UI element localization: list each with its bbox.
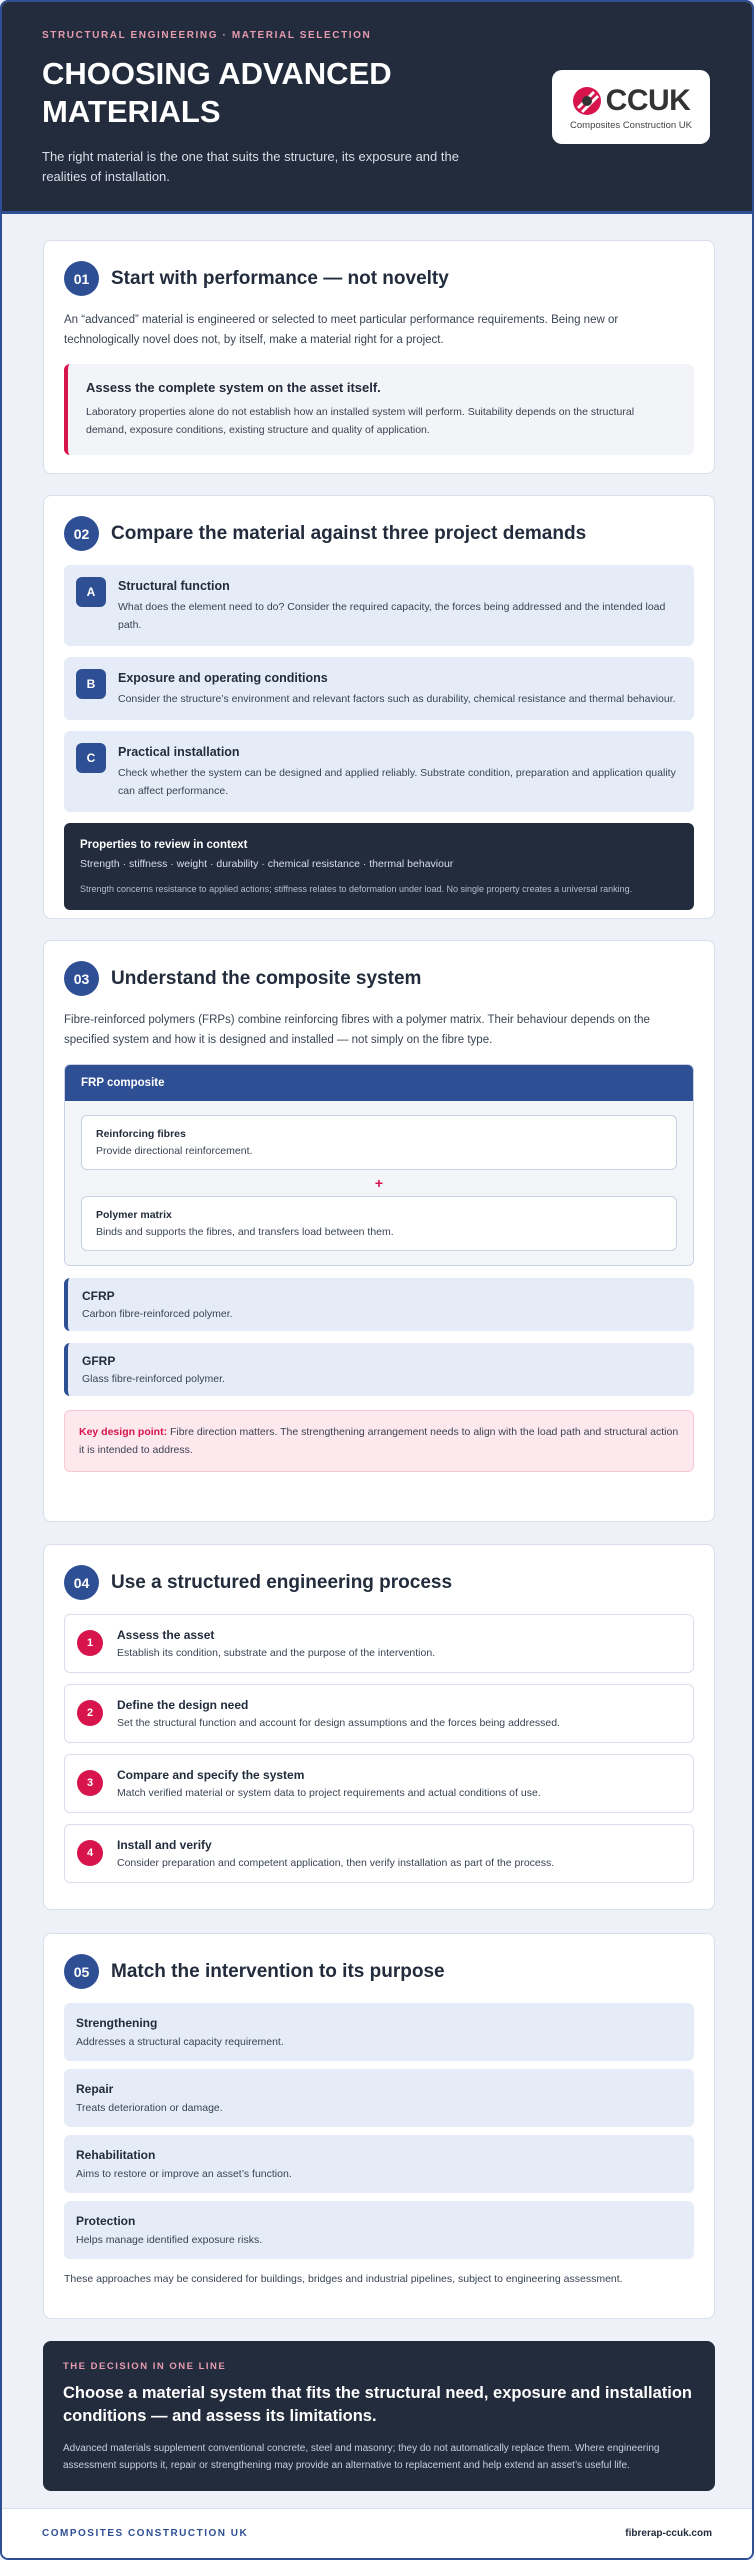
key-label: Key design point: xyxy=(79,1426,168,1438)
decision-eyebrow: THE DECISION IN ONE LINE xyxy=(63,2361,227,2372)
section-number: 03 xyxy=(64,961,99,996)
section-title: Understand the composite system xyxy=(111,967,422,989)
step-title: Define the design need xyxy=(117,1698,249,1712)
lead-text: The right material is the one that suits the structure, its exposure and the realities of installation. xyxy=(42,149,459,184)
fibres-desc: Provide directional reinforcement. xyxy=(96,1145,253,1157)
fibres-title: Reinforcing fibres xyxy=(96,1128,186,1140)
type-desc: Carbon fibre-reinforced polymer. xyxy=(82,1308,233,1320)
type-title: CFRP xyxy=(82,1289,115,1303)
step-title: Compare and specify the system xyxy=(117,1768,305,1782)
section-note: These approaches may be considered for buildings, bridges and industrial pipelines, subject to engineering assessment. xyxy=(64,2273,623,2285)
frp-diagram xyxy=(64,1064,694,1266)
section-1-header xyxy=(64,261,694,296)
logo xyxy=(552,70,710,144)
decision-headline: Choose a material system that fits the structural need, exposure and installation conditions — and assess its limitations. xyxy=(63,2384,692,2425)
process-step xyxy=(64,1754,694,1813)
callout xyxy=(64,364,694,455)
step-number: 2 xyxy=(77,1700,103,1726)
section-3-card xyxy=(43,940,715,1522)
demand-title: Exposure and operating conditions xyxy=(118,671,328,685)
callout-body: Laboratory properties alone do not establish how an installed system will perform. Suitability depends on the structural demand, exposure conditions, existing structure and quality of application. xyxy=(86,406,635,436)
logo-subtitle: Composites Construction UK xyxy=(570,119,692,131)
key-text: Fibre direction matters. The strengthening arrangement needs to align with the load path and structural action it is intended to address. xyxy=(79,1426,679,1456)
matrix-title: Polymer matrix xyxy=(96,1209,172,1221)
purpose-item xyxy=(64,2201,694,2259)
purpose-title: Repair xyxy=(76,2082,114,2096)
demand-badge: A xyxy=(76,577,106,607)
properties-list: Strength · stiffness · weight · durability · chemical resistance · thermal behaviour xyxy=(80,858,454,870)
section-number: 01 xyxy=(64,261,99,296)
purpose-title: Protection xyxy=(76,2214,136,2228)
page-title: CHOOSING ADVANCED MATERIALS xyxy=(42,56,392,129)
demand-item xyxy=(64,731,694,812)
purpose-item xyxy=(64,2069,694,2127)
purpose-desc: Helps manage identified exposure risks. xyxy=(76,2234,263,2246)
logo-text: CCUK xyxy=(605,83,691,117)
callout-title: Assess the complete system on the asset itself. xyxy=(86,380,381,395)
section-1-card xyxy=(43,240,715,474)
section-title: Match the intervention to its purpose xyxy=(111,1960,445,1982)
footer xyxy=(2,2508,752,2558)
eyebrow: STRUCTURAL ENGINEERING · MATERIAL SELECTION xyxy=(42,30,372,41)
section-5-card xyxy=(43,1933,715,2319)
section-title: Compare the material against three project demands xyxy=(111,522,587,544)
process-step xyxy=(64,1614,694,1673)
section-body: An “advanced” material is engineered or selected to meet particular performance requirements. Being new or technologically novel does not, by itself, make a material right for a project. xyxy=(64,314,619,346)
section-title: Start with performance — not novelty xyxy=(111,267,449,289)
purpose-desc: Treats deterioration or damage. xyxy=(76,2102,223,2114)
purpose-item xyxy=(64,2003,694,2061)
process-step xyxy=(64,1684,694,1743)
section-4-card xyxy=(43,1544,715,1910)
step-title: Assess the asset xyxy=(117,1628,215,1642)
logo-mark-icon xyxy=(572,86,602,116)
hero-header xyxy=(2,2,752,214)
frp-header: FRP composite xyxy=(65,1065,693,1101)
section-5-header xyxy=(64,1954,694,1989)
demand-desc: What does the element need to do? Consider the required capacity, the forces being addressed and the intended load path. xyxy=(118,601,666,631)
section-2-card xyxy=(43,495,715,919)
fibres-box xyxy=(81,1115,677,1170)
demand-title: Practical installation xyxy=(118,745,240,759)
step-number: 3 xyxy=(77,1770,103,1796)
type-card-cfrp xyxy=(64,1278,694,1331)
type-card-gfrp xyxy=(64,1343,694,1396)
section-title: Use a structured engineering process xyxy=(111,1571,453,1593)
purpose-title: Strengthening xyxy=(76,2016,158,2030)
type-desc: Glass fibre-reinforced polymer. xyxy=(82,1373,225,1385)
matrix-box xyxy=(81,1196,677,1251)
key-design-point xyxy=(64,1410,694,1472)
step-title: Install and verify xyxy=(117,1838,212,1852)
step-desc: Establish its condition, substrate and the purpose of the intervention. xyxy=(117,1647,436,1659)
section-body: Fibre-reinforced polymers (FRPs) combine reinforcing fibres with a polymer matrix. Their behaviour depends on the specified system and how it is designed and installed — not simply on the fibre type. xyxy=(64,1014,650,1046)
section-number: 02 xyxy=(64,516,99,551)
step-desc: Set the structural function and account for design assumptions and the forces being addressed. xyxy=(117,1717,561,1729)
decision-panel xyxy=(43,2341,715,2491)
demand-item xyxy=(64,657,694,720)
purpose-desc: Aims to restore or improve an asset’s function. xyxy=(76,2168,292,2180)
section-3-header xyxy=(64,961,694,996)
purpose-title: Rehabilitation xyxy=(76,2148,156,2162)
section-number: 05 xyxy=(64,1954,99,1989)
decision-body: Advanced materials supplement conventional concrete, steel and masonry; they do not automatically replace them. Where engineering assessment supports it, repair or strengthening may provide an alternative to replacement and help extend an asset’s useful life. xyxy=(63,2443,660,2471)
demand-badge: B xyxy=(76,669,106,699)
properties-title: Properties to review in context xyxy=(80,839,248,851)
step-desc: Match verified material or system data to project requirements and actual conditions of use. xyxy=(117,1787,541,1799)
step-desc: Consider preparation and competent application, then verify installation as part of the process. xyxy=(117,1857,555,1869)
demand-desc: Check whether the system can be designed and applied reliably. Substrate condition, preparation and application quality can affect performance. xyxy=(118,767,676,797)
demand-title: Structural function xyxy=(118,579,230,593)
purpose-desc: Addresses a structural capacity requirement. xyxy=(76,2036,284,2048)
plus-sign: + xyxy=(374,1175,384,1191)
type-title: GFRP xyxy=(82,1354,116,1368)
section-number: 04 xyxy=(64,1565,99,1600)
section-2-header xyxy=(64,516,694,551)
step-number: 4 xyxy=(77,1840,103,1866)
step-number: 1 xyxy=(77,1630,103,1656)
purpose-item xyxy=(64,2135,694,2193)
demand-badge: C xyxy=(76,743,106,773)
matrix-desc: Binds and supports the fibres, and transfers load between them. xyxy=(96,1226,394,1238)
demand-item xyxy=(64,565,694,646)
properties-note: Strength concerns resistance to applied actions; stiffness relates to deformation under load. No single property creates a universal ranking. xyxy=(80,884,633,894)
section-4-header xyxy=(64,1565,694,1600)
properties-box xyxy=(64,823,694,910)
footer-website-link[interactable]: fibrerap-ccuk.com xyxy=(625,2528,712,2539)
footer-brand: COMPOSITES CONSTRUCTION UK xyxy=(42,2528,249,2539)
process-step xyxy=(64,1824,694,1883)
demand-desc: Consider the structure’s environment and relevant factors such as durability, chemical resistance and thermal behaviour. xyxy=(118,693,676,705)
